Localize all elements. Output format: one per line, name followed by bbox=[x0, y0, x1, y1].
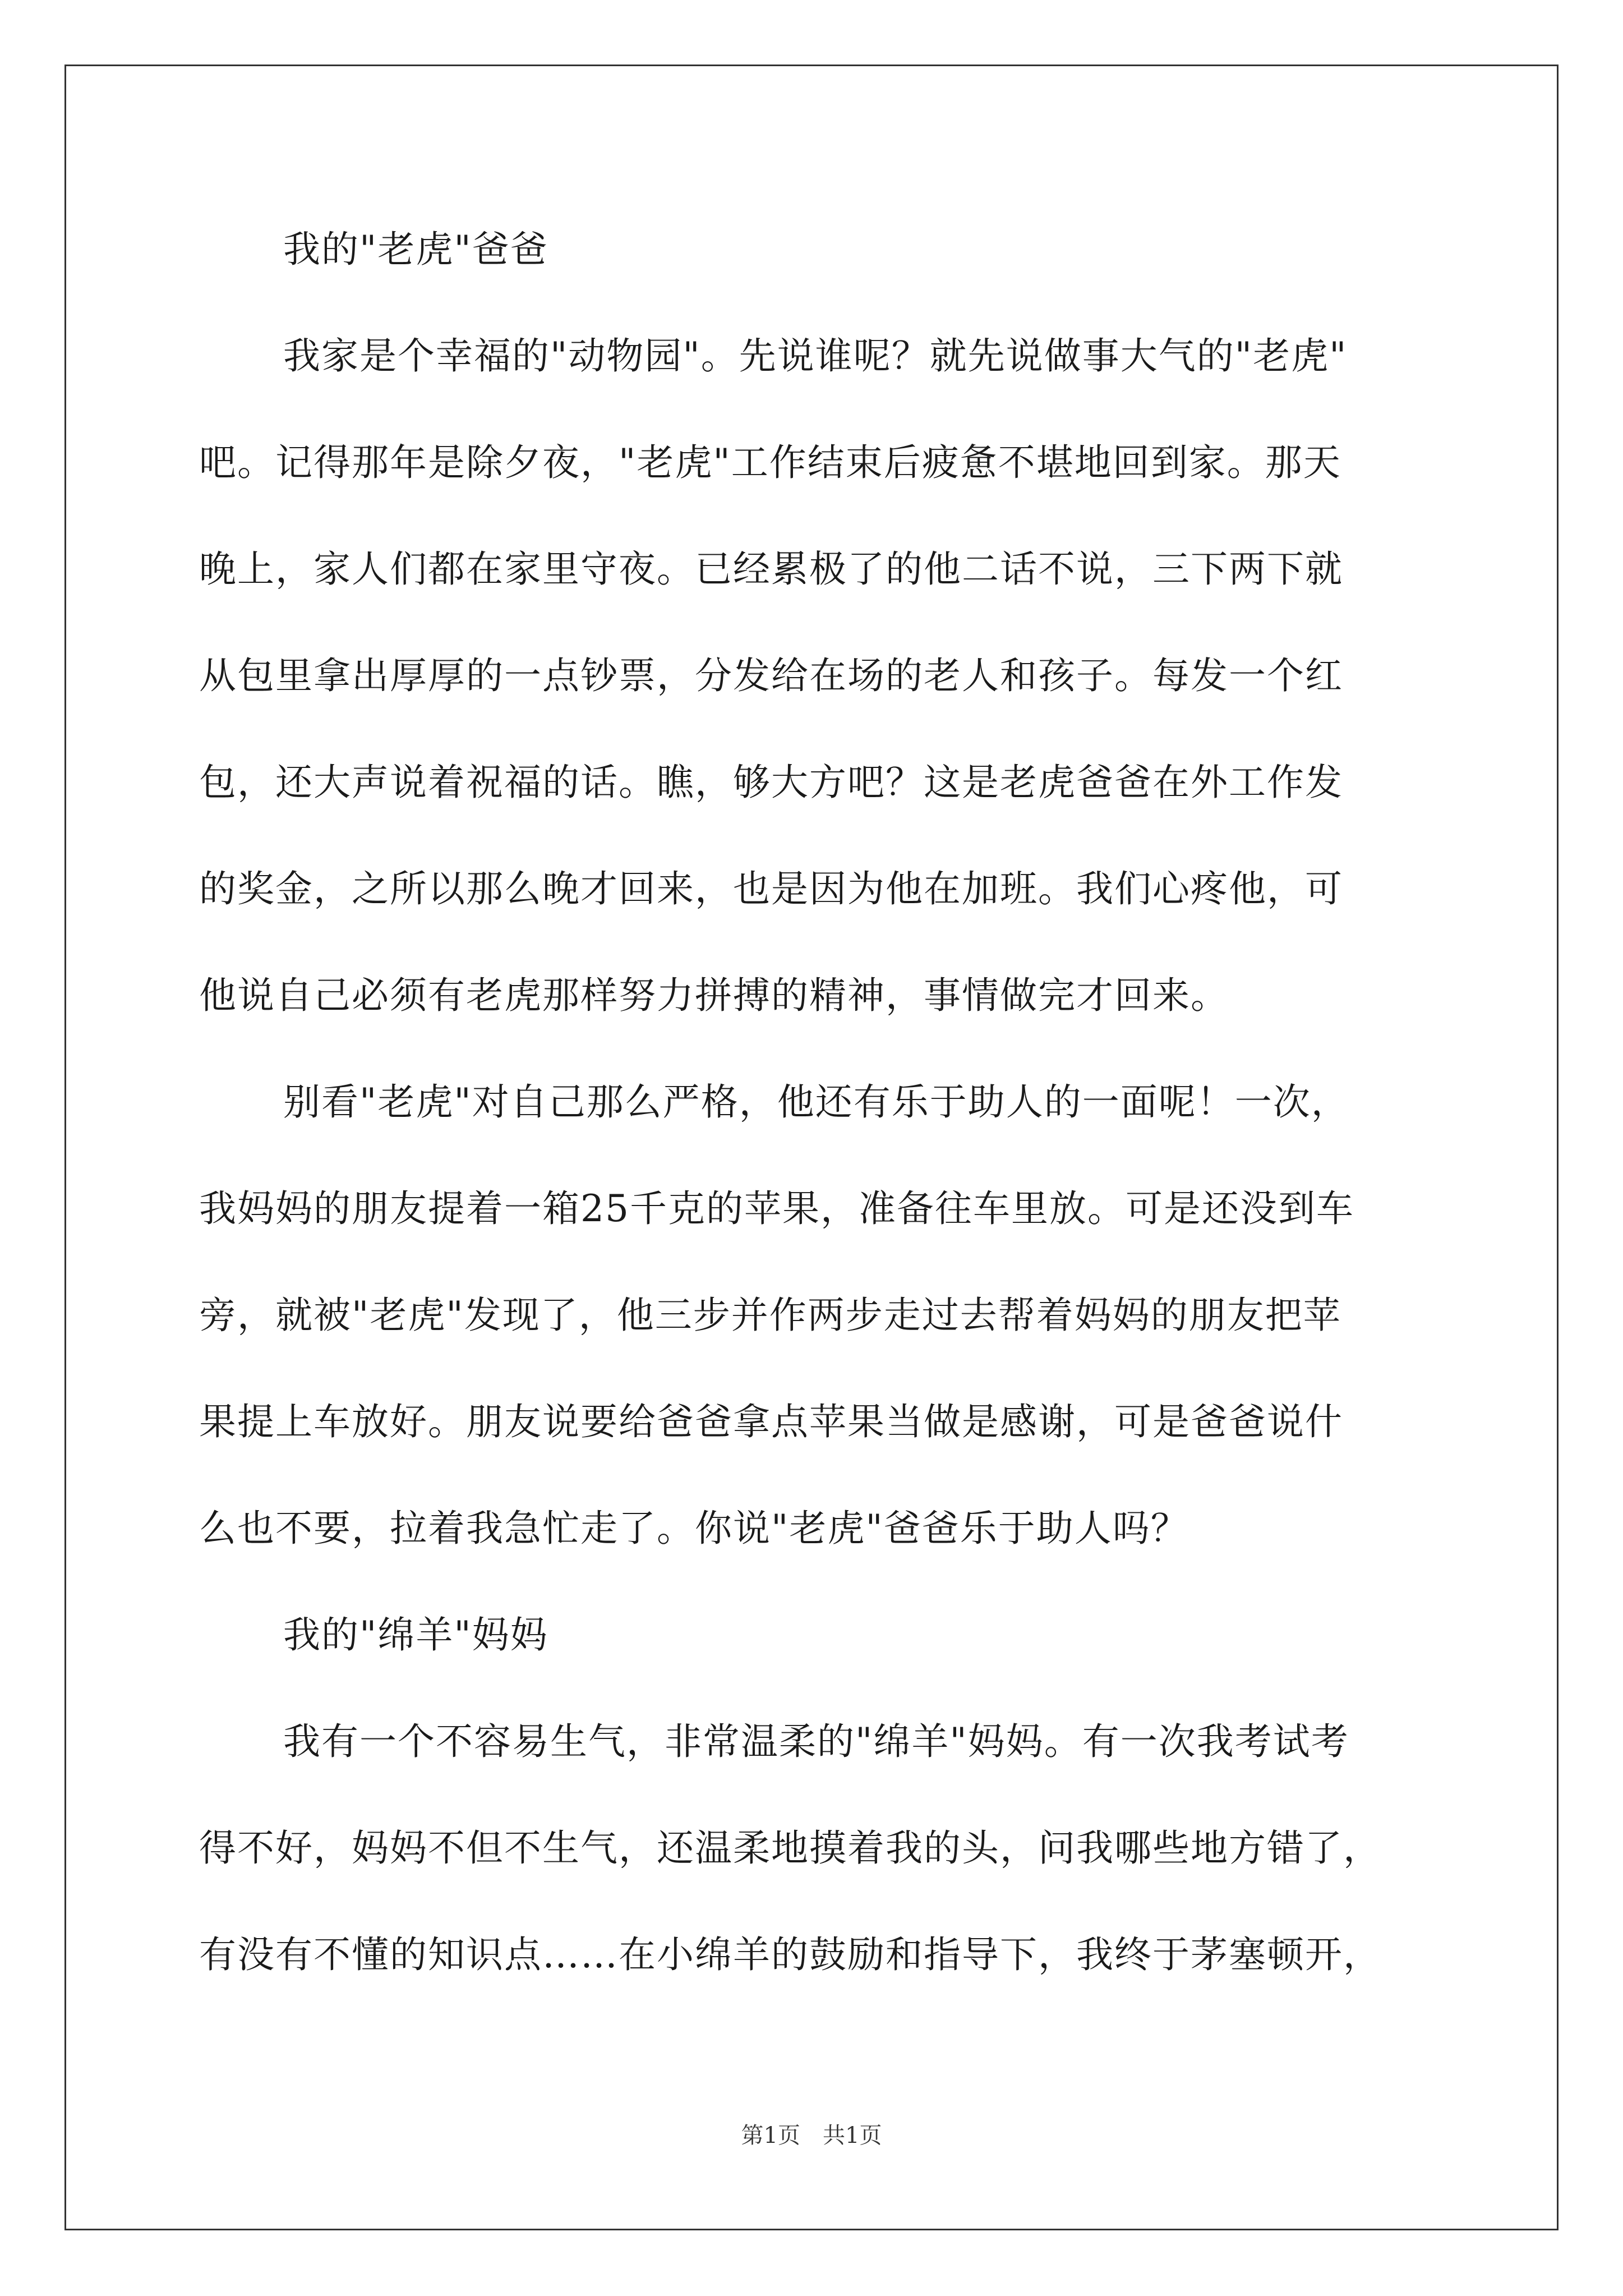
paragraph-line: 么也不要，拉着我急忙走了。你说"老虎"爸爸乐于助人吗？ bbox=[199, 1507, 1189, 1550]
paragraph-line: 包，还大声说着祝福的话。瞧，够大方吧？这是老虎爸爸在外工作发 bbox=[199, 761, 1343, 804]
paragraph-line: 我妈妈的朋友提着一箱25千克的苹果，准备往车里放。可是还没到车 bbox=[199, 1187, 1354, 1230]
page-footer: 第1页 共1页 bbox=[741, 2123, 882, 2148]
paragraph-line: 的奖金，之所以那么晚才回来，也是因为他在加班。我们心疼他，可 bbox=[199, 867, 1343, 910]
paragraph-line: 别看"老虎"对自己那么严格，他还有乐于助人的一面呢！一次， bbox=[283, 1080, 1349, 1124]
paragraph-line: 旁，就被"老虎"发现了，他三步并作两步走过去帮着妈妈的朋友把苹 bbox=[199, 1294, 1341, 1337]
paragraph-line: 果提上车放好。朋友说要给爸爸拿点苹果当做是感谢，可是爸爸说什 bbox=[199, 1400, 1343, 1443]
paragraph-line: 他说自己必须有老虎那样努力拼搏的精神，事情做完才回来。 bbox=[199, 974, 1229, 1017]
paragraph-line: 从包里拿出厚厚的一点钞票，分发给在场的老人和孩子。每发一个红 bbox=[199, 654, 1343, 697]
paragraph-line: 吧。记得那年是除夕夜，"老虎"工作结束后疲惫不堪地回到家。那天 bbox=[199, 441, 1341, 484]
heading-sheep-mom: 我的"绵羊"妈妈 bbox=[283, 1613, 548, 1657]
heading-tiger-dad: 我的"老虎"爸爸 bbox=[283, 228, 548, 271]
paragraph-line: 得不好，妈妈不但不生气，还温柔地摸着我的头，问我哪些地方错了， bbox=[199, 1826, 1381, 1870]
paragraph-line: 有没有不懂的知识点……在小绵羊的鼓励和指导下，我终于茅塞顿开， bbox=[199, 1933, 1381, 1976]
paragraph-line: 我有一个不容易生气，非常温柔的"绵羊"妈妈。有一次我考试考 bbox=[283, 1720, 1349, 1763]
page-border bbox=[64, 65, 1559, 2230]
paragraph-line: 我家是个幸福的"动物园"。先说谁呢？就先说做事大气的"老虎" bbox=[283, 334, 1348, 378]
paragraph-line: 晚上，家人们都在家里守夜。已经累极了的他二话不说，三下两下就 bbox=[199, 547, 1343, 591]
